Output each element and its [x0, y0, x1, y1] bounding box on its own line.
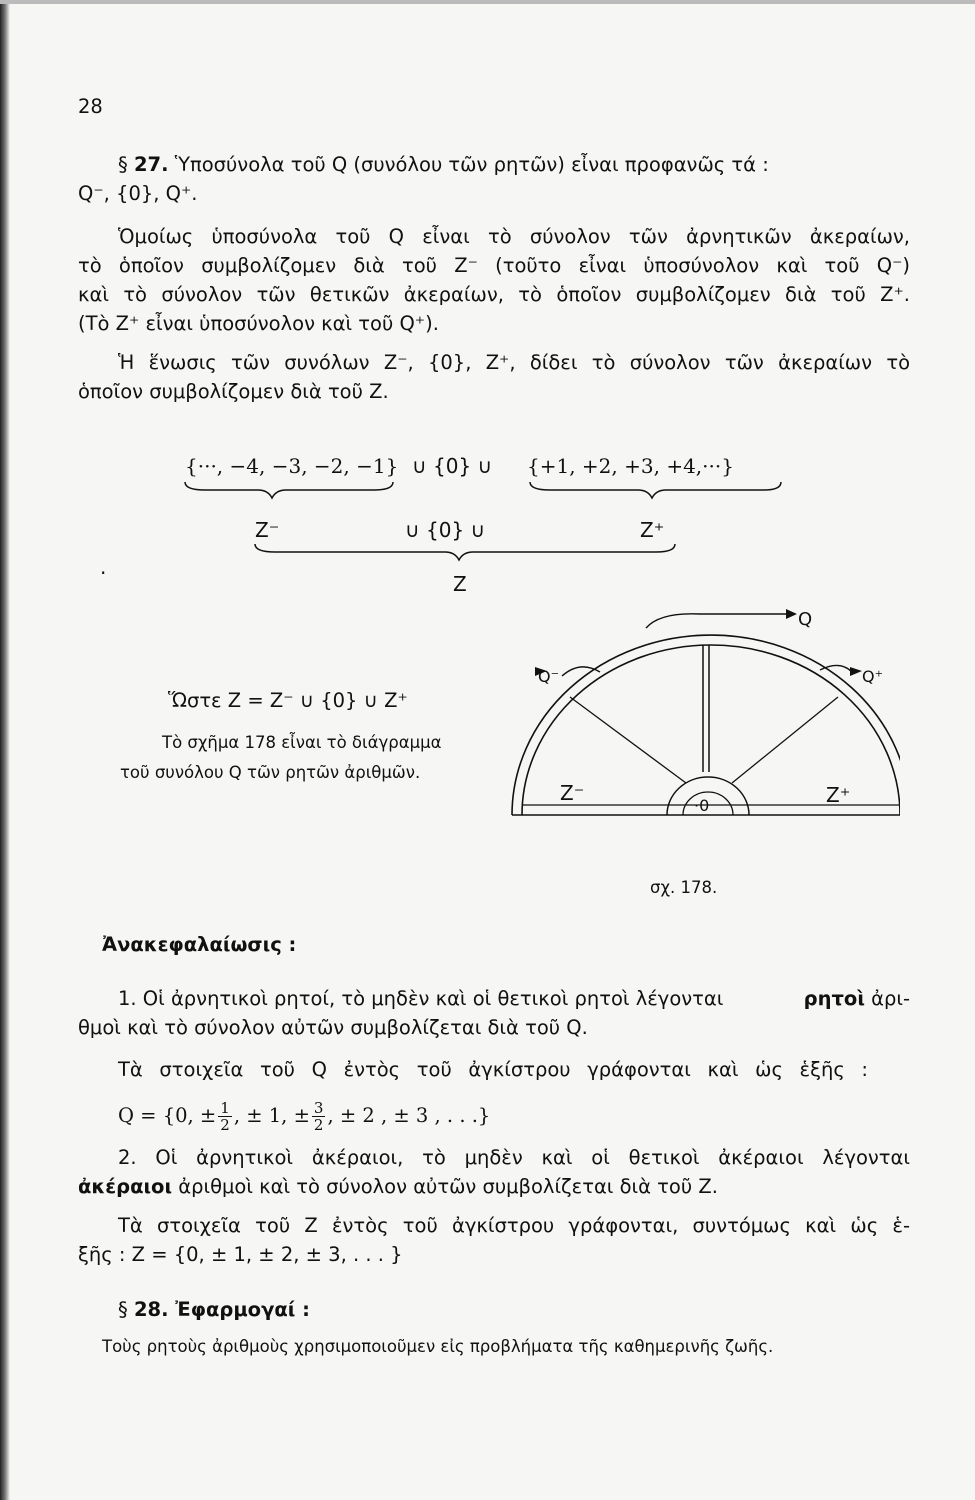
page-number: 28: [78, 95, 103, 118]
union-brace-diagram: [0, 440, 975, 615]
summary-heading: Ἀνακεφαλαίωσις :: [102, 933, 297, 956]
section-27-heading: [118, 152, 769, 178]
pos-integers-set: {+1, +2, +3, +4,···}: [527, 454, 734, 478]
eq-start: Q = {0, ±: [118, 1104, 217, 1127]
zero-union-top: ∪ {0} ∪: [412, 454, 493, 478]
section-mark: §: [118, 153, 128, 176]
summary-item2-line2: [78, 1174, 718, 1200]
q-minus-hook: [562, 667, 600, 676]
section-27-intro-sets: Q⁻, {0}, Q⁺.: [78, 182, 198, 205]
caption-line1: Τὸ σχῆμα 178 εἶναι τὸ διάγραμμα: [162, 733, 442, 752]
item2-bold-word: ἀκέραιοι: [78, 1175, 173, 1198]
ray-left: [570, 697, 686, 783]
summary-item1-line2: θμοὶ καὶ τὸ σύνολον αὐτῶν συμβολίζεται διὰ τοῦ Q.: [78, 1016, 588, 1039]
page-edge-top: [0, 0, 975, 4]
section-28-text: Τοὺς ρητοὺς ἀριθμοὺς χρησιμοποιοῦμεν εἰς προβλήματα τῆς καθημερινῆς ζωῆς.: [102, 1337, 774, 1356]
fraction-one-half: $\frac{1}{2}$: [220, 1099, 230, 1134]
brace-pos-integers: [530, 482, 781, 498]
conclusion-equation: Ὥστε Z = Z⁻ ∪ {0} ∪ Z⁺: [168, 689, 408, 712]
diagram-label-q-minus: Q⁻: [538, 667, 560, 686]
para2-line3: καὶ τὸ σύνολον τῶν θετικῶν ἀκεραίων, τὸ ὁποῖον συμβολίζομεν διὰ τοῦ Z⁺.: [78, 283, 910, 306]
stray-dot: ·: [100, 561, 107, 585]
brace-all-integers: [255, 544, 675, 560]
diagram-label-z-minus: Z⁻: [560, 781, 585, 805]
para2-line2: τὸ ὁποῖον συμβολίζομεν διὰ τοῦ Z⁻ (τοῦτο εἶναι ὑποσύνολον καὶ τοῦ Q⁻): [78, 254, 910, 277]
diagram-label-q-plus: Q⁺: [862, 667, 884, 686]
section-27-intro: Ὑποσύνολα τοῦ Q (συνόλου τῶν ρητῶν) εἶναι προφανῶς τά :: [174, 153, 769, 176]
eq-mid: , ± 1, ±: [233, 1104, 310, 1127]
neg-integers-set: {···, −4, −3, −2, −1}: [185, 454, 399, 478]
section-28-heading: [118, 1297, 310, 1323]
item1-line1-end: ἀρι-: [871, 987, 910, 1010]
summary-item2-line3: Τὰ στοιχεῖα τοῦ Z ἐντὸς τοῦ ἀγκίστρου γράφονται, συντόμως καὶ ὡς ἑ-: [118, 1214, 910, 1237]
z-minus-label: Z⁻: [255, 518, 280, 542]
item2-line2-text: ἀριθμοὶ καὶ τὸ σύνολον αὐτῶν συμβολίζεται διὰ τοῦ Z.: [178, 1175, 718, 1198]
item1-line1-text: 1. Οἱ ἀρνητικοὶ ρητοί, τὸ μηδὲν καὶ οἱ θετικοὶ ρητοὶ λέγονται: [118, 987, 724, 1010]
para3-line2: ὁποῖον συμβολίζομεν διὰ τοῦ Z.: [78, 380, 389, 403]
diagram-label-zero: ·0: [694, 796, 710, 815]
para2-line1: Ὁμοίως ὑποσύνολα τοῦ Q εἶναι τὸ σύνολον τῶν ἀρνητικῶν ἀκεραίων,: [118, 225, 910, 248]
ray-right: [732, 697, 838, 783]
brace-neg-integers: [185, 482, 393, 498]
summary-item2-line4: ξῆς : Z = {0, ± 1, ± 2, ± 3, . . . }: [78, 1243, 403, 1266]
summary-item2-line1: 2. Οἱ ἀρνητικοὶ ἀκέραιοι, τὸ μηδὲν καὶ οἱ θετικοὶ ἀκέραιοι λέγονται: [118, 1146, 910, 1169]
eq-end: , ± 2 , ± 3 , . . .}: [327, 1104, 491, 1127]
q-pointer-line: [646, 614, 786, 628]
q-pointer-arrow: [786, 609, 797, 619]
summary-item1-line1: [118, 986, 910, 1012]
summary-item1-line3: Τὰ στοιχεῖα τοῦ Q ἐντὸς τοῦ ἀγκίστρου γράφονται καὶ ὡς ἑξῆς :: [118, 1058, 868, 1081]
zero-union-mid: ∪ {0} ∪: [405, 518, 486, 542]
diagram-label-q: Q: [798, 609, 813, 630]
figure-number: σχ. 178.: [650, 878, 718, 897]
page-edge-shadow: [0, 0, 10, 1500]
caption-line2: τοῦ συνόλου Q τῶν ρητῶν ἀριθμῶν.: [120, 763, 421, 782]
item1-line1-bold: ρητοὶ: [803, 987, 865, 1010]
para2-line4: (Τὸ Z⁺ εἶναι ὑποσύνολον καὶ τοῦ Q⁺).: [78, 312, 439, 335]
para3-line1: Ἡ ἕνωσις τῶν συνόλων Z⁻, {0}, Z⁺, δίδει τὸ σύνολον τῶν ἀκεραίων τὸ: [118, 351, 910, 374]
q-plus-arrow: [850, 667, 862, 676]
section-28-mark: §: [118, 1298, 128, 1321]
q-set-equation: [118, 1098, 490, 1134]
section-number: 27.: [133, 153, 169, 176]
z-plus-label: Z⁺: [640, 518, 665, 542]
diagram-label-z-plus: Z⁺: [826, 783, 851, 807]
section-28-title: 28. Ἐφαρμογαί :: [133, 1298, 310, 1321]
rational-set-diagram: [500, 595, 900, 825]
fraction-three-halves: $\frac{3}{2}$: [313, 1099, 324, 1134]
z-set-label: Z: [453, 572, 467, 596]
